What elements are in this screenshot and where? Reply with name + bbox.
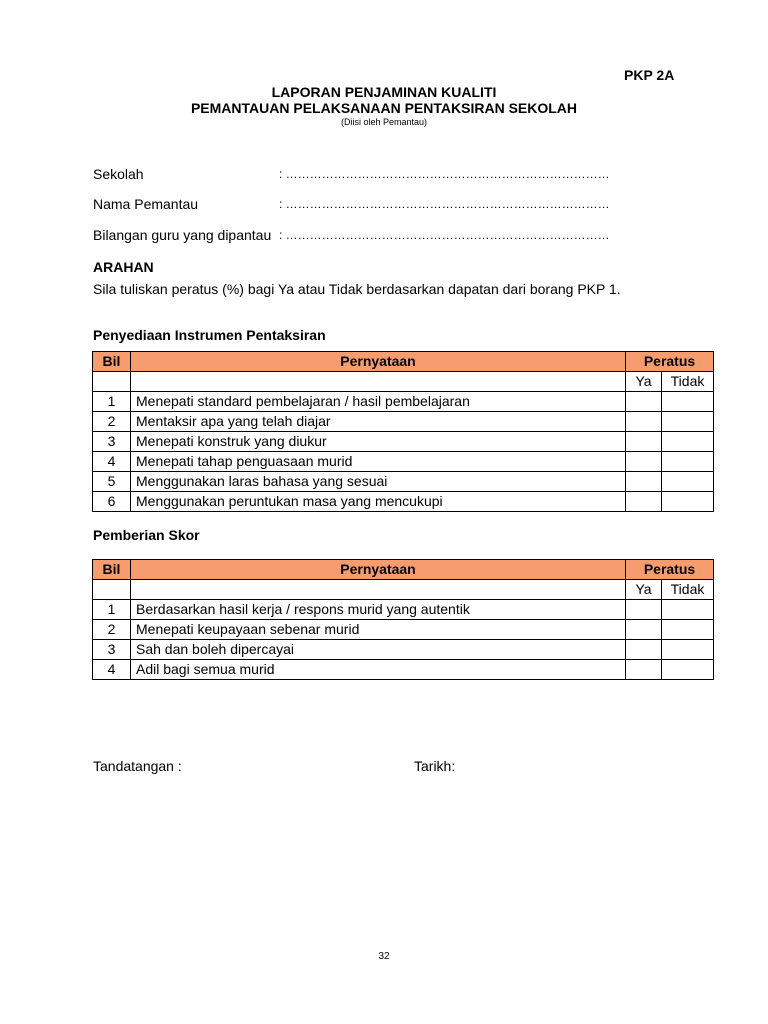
row-pernyataan: Menepati keupayaan sebenar murid bbox=[131, 620, 626, 640]
tidak-input-cell[interactable] bbox=[662, 452, 714, 472]
ya-input-cell[interactable] bbox=[626, 392, 662, 412]
subheader-empty-cell bbox=[93, 372, 131, 392]
tidak-input-cell[interactable] bbox=[662, 620, 714, 640]
document-title: LAPORAN PENJAMINAN KUALITI bbox=[271, 84, 497, 100]
row-bil: 6 bbox=[93, 492, 131, 512]
arahan-text: Sila tuliskan peratus (%) bagi Ya atau Tidak berdasarkan dapatan dari borang PKP 1. bbox=[93, 281, 621, 297]
ya-input-cell[interactable] bbox=[626, 600, 662, 620]
tidak-input-cell[interactable] bbox=[662, 640, 714, 660]
subheader-empty-cell bbox=[131, 580, 626, 600]
row-pernyataan: Menepati tahap penguasaan murid bbox=[131, 452, 626, 472]
fill-instruction-note: (Diisi oleh Pemantau) bbox=[340, 117, 428, 127]
col-tidak-header: Tidak bbox=[662, 580, 714, 600]
row-bil: 4 bbox=[93, 452, 131, 472]
row-pernyataan: Sah dan boleh dipercayai bbox=[131, 640, 626, 660]
field-sekolah[interactable] bbox=[93, 166, 610, 182]
row-pernyataan: Menggunakan peruntukan masa yang mencukupi bbox=[131, 492, 626, 512]
skor-table bbox=[92, 559, 714, 680]
section1-heading: Penyediaan Instrumen Pentaksiran bbox=[93, 327, 326, 343]
row-bil: 3 bbox=[93, 432, 131, 452]
ya-input-cell[interactable] bbox=[626, 620, 662, 640]
col-peratus-header: Peratus bbox=[626, 352, 714, 372]
ya-input-cell[interactable] bbox=[626, 640, 662, 660]
row-pernyataan: Menggunakan laras bahasa yang sesuai bbox=[131, 472, 626, 492]
section2-heading: Pemberian Skor bbox=[93, 527, 200, 543]
date-field[interactable]: Tarikh: bbox=[414, 758, 456, 774]
page-number: 32 bbox=[378, 951, 390, 962]
col-pernyataan-header: Pernyataan bbox=[131, 560, 626, 580]
row-bil: 2 bbox=[93, 620, 131, 640]
row-bil: 2 bbox=[93, 412, 131, 432]
ya-input-cell[interactable] bbox=[626, 432, 662, 452]
ya-input-cell[interactable] bbox=[626, 660, 662, 680]
tidak-input-cell[interactable] bbox=[662, 600, 714, 620]
row-bil: 3 bbox=[93, 640, 131, 660]
col-pernyataan-header: Pernyataan bbox=[131, 352, 626, 372]
table-row bbox=[93, 600, 714, 620]
instrument-table bbox=[92, 351, 714, 512]
field-bilangan-guru-value[interactable]: : ……………………………………………………………………… bbox=[279, 228, 610, 242]
tidak-input-cell[interactable] bbox=[662, 472, 714, 492]
field-bilangan-guru[interactable] bbox=[93, 227, 610, 243]
table-row bbox=[93, 472, 714, 492]
col-ya-header: Ya bbox=[626, 580, 662, 600]
col-peratus-header: Peratus bbox=[626, 560, 714, 580]
ya-input-cell[interactable] bbox=[626, 452, 662, 472]
field-nama-pemantau-value[interactable]: : ……………………………………………………………………… bbox=[279, 197, 610, 211]
tidak-input-cell[interactable] bbox=[662, 412, 714, 432]
row-pernyataan: Berdasarkan hasil kerja / respons murid yang autentik bbox=[131, 600, 626, 620]
ya-input-cell[interactable] bbox=[626, 472, 662, 492]
document-subtitle: PEMANTAUAN PELAKSANAAN PENTAKSIRAN SEKOLAH bbox=[190, 100, 578, 116]
table-row bbox=[93, 432, 714, 452]
row-pernyataan: Mentaksir apa yang telah diajar bbox=[131, 412, 626, 432]
field-sekolah-value[interactable]: : ……………………………………………………………………… bbox=[279, 167, 610, 181]
table-row bbox=[93, 452, 714, 472]
table-row bbox=[93, 620, 714, 640]
field-sekolah-label: Sekolah bbox=[93, 166, 144, 182]
field-nama-pemantau-label: Nama Pemantau bbox=[93, 196, 199, 212]
col-bil-header: Bil bbox=[93, 560, 131, 580]
row-bil: 4 bbox=[93, 660, 131, 680]
table-row bbox=[93, 640, 714, 660]
arahan-heading: ARAHAN bbox=[93, 259, 154, 275]
col-tidak-header: Tidak bbox=[662, 372, 714, 392]
tidak-input-cell[interactable] bbox=[662, 492, 714, 512]
tidak-input-cell[interactable] bbox=[662, 660, 714, 680]
field-bilangan-guru-label: Bilangan guru yang dipantau bbox=[93, 227, 272, 243]
tidak-input-cell[interactable] bbox=[662, 392, 714, 412]
subheader-empty-cell bbox=[93, 580, 131, 600]
field-nama-pemantau[interactable] bbox=[93, 196, 610, 212]
table-row bbox=[93, 392, 714, 412]
signature-field[interactable]: Tandatangan : bbox=[93, 758, 182, 774]
col-bil-header: Bil bbox=[93, 352, 131, 372]
row-pernyataan: Menepati standard pembelajaran / hasil pembelajaran bbox=[131, 392, 626, 412]
row-bil: 5 bbox=[93, 472, 131, 492]
row-bil: 1 bbox=[93, 392, 131, 412]
row-pernyataan: Adil bagi semua murid bbox=[131, 660, 626, 680]
table-row bbox=[93, 412, 714, 432]
form-code: PKP 2A bbox=[624, 67, 675, 83]
row-pernyataan: Menepati konstruk yang diukur bbox=[131, 432, 626, 452]
col-ya-header: Ya bbox=[626, 372, 662, 392]
row-bil: 1 bbox=[93, 600, 131, 620]
tidak-input-cell[interactable] bbox=[662, 432, 714, 452]
table-row bbox=[93, 492, 714, 512]
subheader-empty-cell bbox=[131, 372, 626, 392]
ya-input-cell[interactable] bbox=[626, 412, 662, 432]
ya-input-cell[interactable] bbox=[626, 492, 662, 512]
table-row bbox=[93, 660, 714, 680]
